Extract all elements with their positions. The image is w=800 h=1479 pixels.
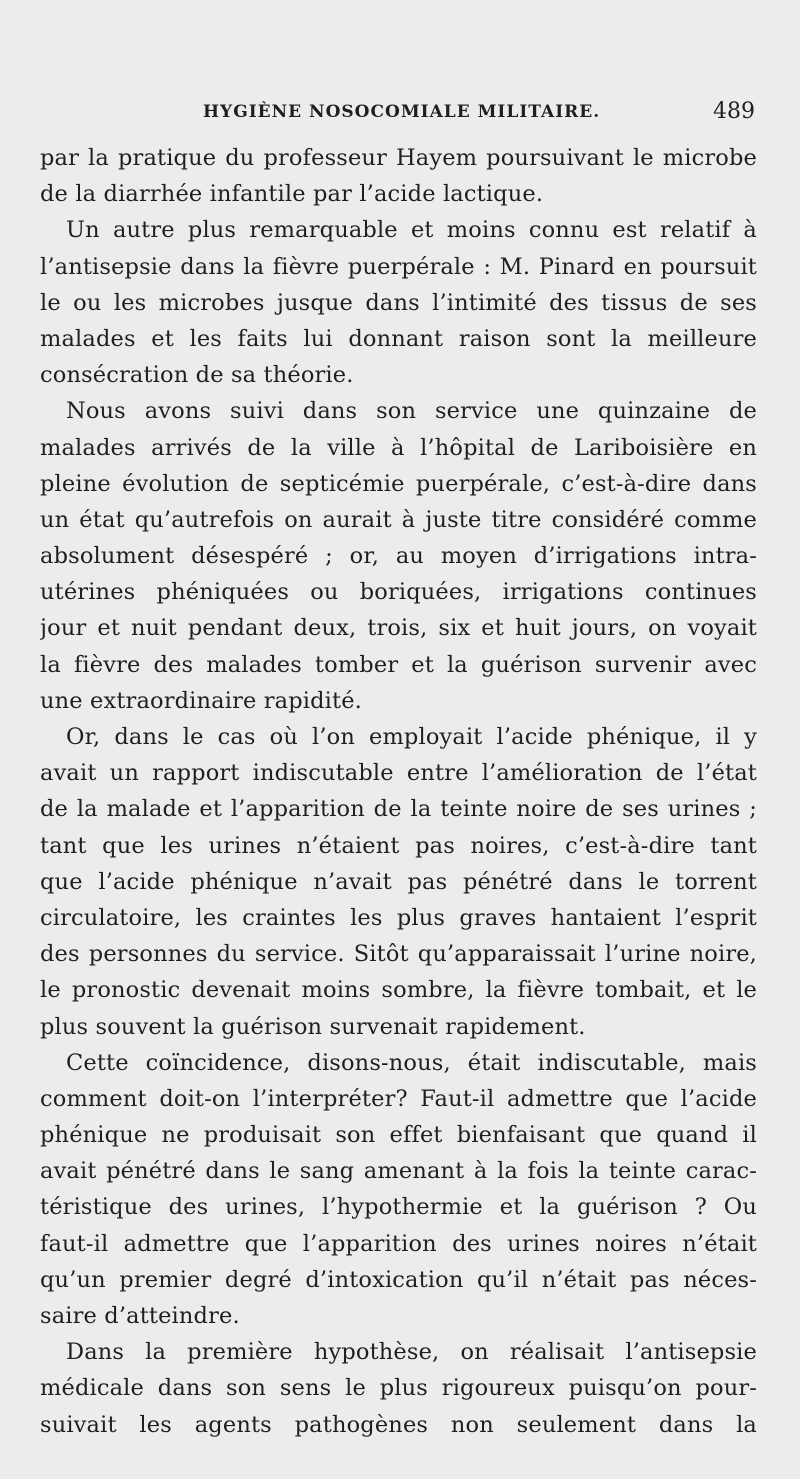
text-line: un état qu’autrefois on aurait à juste titre considéré comme [40, 506, 757, 533]
text-line: avait un rapport indiscutable entre l’amélioration de l’état [40, 760, 757, 787]
text-line: l’antisepsie dans la fièvre puerpérale : M. Pinard en poursuit [40, 253, 757, 280]
text-line: de la diarrhée infantile par l’acide lactique. [40, 181, 544, 208]
text-line: avait pénétré dans le sang amenant à la fois la teinte carac- [40, 1158, 757, 1185]
text-line: consécration de sa théorie. [40, 362, 354, 389]
text-line: Nous avons suivi dans son service une quinzaine de [66, 398, 757, 425]
text-line: téristique des urines, l’hypothermie et la guérison ? Ou [40, 1194, 757, 1221]
text-line: faut-il admettre que l’apparition des urines noires n’était [40, 1230, 757, 1257]
text-line: utérines phéniquées ou boriquées, irrigations continues [40, 579, 757, 606]
text-line: que l’acide phénique n’avait pas pénétré dans le torrent [40, 868, 757, 895]
text-line: comment doit-on l’interpréter? Faut-il admettre que l’acide [40, 1085, 757, 1112]
text-line: malades arrivés de la ville à l’hôpital de Lariboisière en [40, 434, 757, 461]
text-line: suivait les agents pathogènes non seulement dans la [40, 1411, 757, 1438]
text-line: tant que les urines n’étaient pas noires, c’est-à-dire tant [40, 832, 757, 859]
running-title: HYGIÈNE NOSOCOMIALE MILITAIRE. [203, 102, 601, 122]
text-line: le pronostic devenait moins sombre, la fièvre tombait, et le [40, 977, 757, 1004]
text-line: par la pratique du professeur Hayem poursuivant le microbe [40, 145, 757, 171]
running-head [40, 97, 755, 127]
body-text [40, 140, 757, 1443]
text-line: Or, dans le cas où l’on employait l’acide phénique, il y [66, 724, 757, 750]
page-number: 489 [713, 99, 755, 124]
text-line: pleine évolution de septicémie puerpérale, c’est-à-dire dans [40, 470, 757, 497]
text-line: Dans la première hypothèse, on réalisait l’antisepsie [66, 1339, 757, 1366]
text-line: qu’un premier degré d’intoxication qu’il n’était pas néces- [40, 1266, 757, 1293]
text-line: Un autre plus remarquable et moins connu est relatif à [66, 217, 757, 244]
text-line: de la malade et l’apparition de la teinte noire de ses urines ; [40, 796, 757, 823]
text-line: des personnes du service. Sitôt qu’apparaissait l’urine noire, [40, 941, 757, 968]
text-line: malades et les faits lui donnant raison sont la meilleure [40, 325, 757, 352]
text-line: phénique ne produisait son effet bienfaisant que quand il [40, 1122, 757, 1149]
text-line: une extraordinaire rapidité. [40, 687, 362, 714]
text-line: jour et nuit pendant deux, trois, six et huit jours, on voyait [40, 615, 757, 642]
text-line: absolument désespéré ; or, au moyen d’irrigations intra- [40, 543, 757, 570]
text-line: saire d’atteindre. [40, 1303, 240, 1329]
text-line: médicale dans son sens le plus rigoureux puisqu’on pour- [40, 1375, 757, 1402]
text-line: le ou les microbes jusque dans l’intimité des tissus de ses [40, 289, 757, 316]
text-line: la fièvre des malades tomber et la guérison survenir avec [40, 651, 757, 678]
text-line: circulatoire, les craintes les plus graves hantaient l’esprit [40, 904, 757, 931]
text-line: Cette coïncidence, disons-nous, était indiscutable, mais [66, 1049, 757, 1076]
text-line: plus souvent la guérison survenait rapidement. [40, 1013, 586, 1040]
